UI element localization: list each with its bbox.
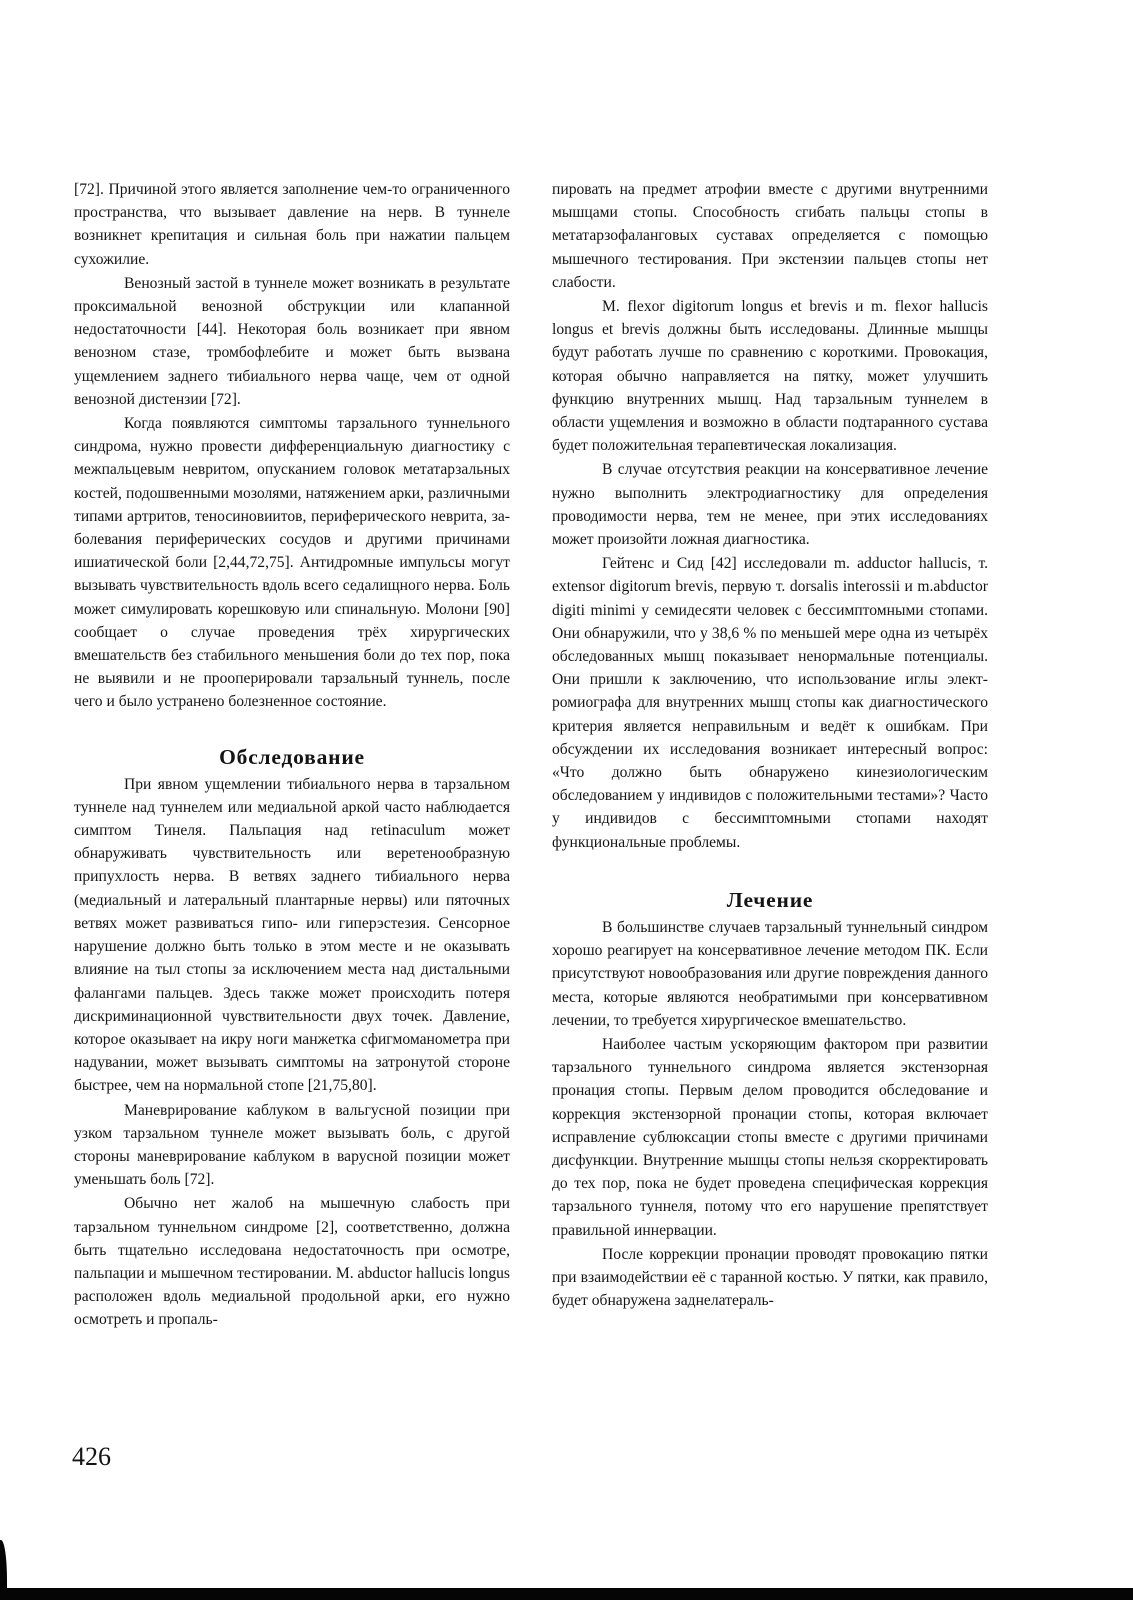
paragraph: [72]. Причиной этого является заполнение чем-то ограниченного пространства, что вызывает давление на нерв. В туннеле возникнет крепитация и сильная боль при нажатии пальцем сухожилие. — [74, 181, 510, 268]
paragraph: При явном ущемлении тибиального нерва в тарзальном туннеле над туннелем или медиальной аркой часто наблюдается симптом Тинеля. Пальпация над retinaculum может обнаруживать чувствительность или веретенообразную припухлость нерва. В ветвях заднего тибиального нерва (медиальный и латеральный плантарные нервы) или пяточных ветвях может развиваться гипо- или гиперэстезия. Сенсорное нарушение должно быть только в этом месте и не оказывать влияние на тыл стопы за исключением места над дистальными фалангами пальцев. Здесь также может происходить потеря дискриминационной чувствительности двух точек. Давление, которое оказывает на икру ноги манжетка сфигмоманометра при надувании, может вызывать симптомы на затронутой стороне быстрее, чем на нормальной стопе [21,75,80]. — [74, 775, 510, 1095]
section-heading-examination: Обследование — [219, 744, 365, 769]
paragraph: Маневрирование каблуком в вальгусной позиции при узком тарзальном туннеле может вызывать боль, с другой стороны маневрирование каблуком в варусной позиции может уменьшать боль [72]. — [74, 1101, 510, 1189]
paragraph: пировать на предмет атрофии вместе с другими внутренними мышцами стопы. Способность сгибать пальцы стопы в метатарзофаланговых суставах определяется с помощью мышечного тестирования. При экстензии пальцев стопы нет слабости. — [552, 181, 988, 291]
paragraph: Когда появляются симптомы тарзального туннельного синдрома, нужно провести дифференциальную диагностику с межпальцевым невритом, опусканием головок метатарзальных костей, подошвенными мозолями, натяжением арки, различными типами артритов, теносиновиитов, периферического неврита, заболевания периферических сосудов и другими причинами ишиатической боли [2,44,72,75]. Антидромные импульсы могут вызывать чувствительность вдоль всего седалищного нерва. Боль может симулировать корешковую или спинальную. Молони [90] сообщает о случае проведения трёх хирургических вмешательств без стабильного меньшения боли до тех пор, пока не выявили и не прооперировали тарзальный туннель, после чего и было устранено болезненное состояние. — [74, 415, 510, 711]
paragraph: После коррекции пронации проводят провокацию пятки при взаимодействии её с таранной костью. У пятки, как правило, будет обнаружена заднелатераль- — [552, 1245, 988, 1310]
page-number: 426 — [72, 1442, 111, 1471]
scan-bottom-border — [0, 1588, 1133, 1600]
left-column — [74, 178, 510, 1332]
paragraph: Обычно нет жалоб на мышечную слабость при тарзальном туннельном синдроме [2], соответственно, должна быть тщательно исследована недостаточность при осмотре, пальпации и мышечном тестировании. M. abductor hallucis longus расположен вдоль медиальной продольной арки, его нужно осмотреть и пропаль- — [74, 1195, 510, 1329]
paragraph: В случае отсутствия реакции на консервативное лечение нужно выполнить электродиагностику для определения проводимости нерва, тем не менее, при этих исследованиях может произойти ложная диагностика. — [552, 461, 988, 549]
paragraph: Венозный застой в туннеле может возникать в результате проксимальной венозной обструкции или клапанной недостаточности [44]. Некоторая боль возникает при явном венозном стазе, тромбофлебите и может быть вызвана ущемлением заднего тибиального нерва чаще, чем от одной венозной дистензии [72]. — [74, 274, 510, 408]
paragraph: В большинстве случаев тарзальный туннельный синдром хорошо реагирует на консервативное лечение методом ПК. Если присутствуют новообразования или другие повреждения данного места, которые являются необратимыми при консервативном лечении, то требуется хирургическое вмешательство. — [552, 918, 988, 1029]
right-column — [552, 178, 988, 1312]
section-heading-treatment: Лечение — [726, 887, 814, 912]
paragraph: Наиболее частым ускоряющим фактором при развитии тарзального туннельного синдрома является экстензорная пронация стопы. Первым делом проводится обследование и коррекция экстензорной пронации стопы, которая включает исправление сублюксации стопы вместе с другими причинами дисфункции. Внутренние мышцы стопы нельзя скорректировать до тех пор, пока не будет проведена специфическая коррекция тарзального туннеля, потому что его нарушение препятствует правильной иннервации. — [552, 1035, 988, 1239]
paragraph: Гейтенс и Сид [42] исследовали m. adductor hallucis, т. extensor digitorum brevis, первую т. dorsalis interossii и m.abductor digiti minimi у семидесяти человек с бессимптомными стопами. Они обнаружили, что у 38,6 % по меньшей мере одна из четырёх обследованных мышц показывает ненормальные потенциалы. Они пришли к заключению, что использование иглы электромиографа для внутренних мышц стопы как диагностического критерия является неправильным и ведёт к ошибкам. При обсуждении их исследования возникает интересный вопрос: «Что должно быть обнаружено кинезиологическим обследованием у индивидов с положительными тестами»? Часто у индивидов с бессимптомными стопами находят функциональные проблемы. — [552, 555, 988, 851]
paragraph: M. flexor digitorum longus et brevis и m. flexor hallucis longus et brevis должны быть исследованы. Длинные мышцы будут работать лучше по сравнению с короткими. Провокация, которая обычно направляется на пятку, может улучшить функцию внутренних мышц. Над тарзальным туннелем в области ущемления и возможно в области подтаранного сустава будет положительная терапевтическая локализация. — [552, 298, 988, 455]
